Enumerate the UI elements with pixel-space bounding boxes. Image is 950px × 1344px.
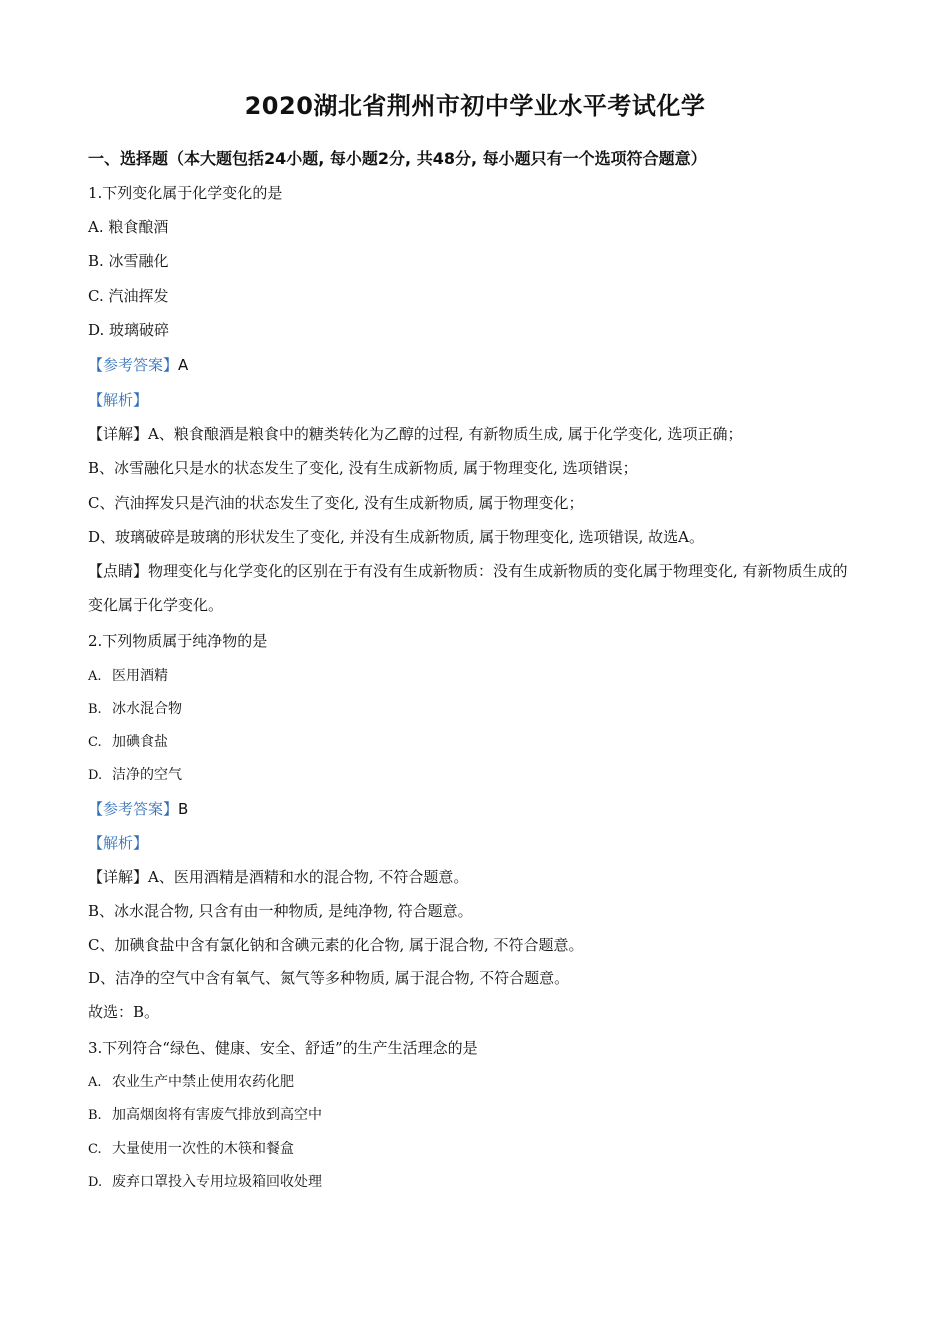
section-heading: 一、选择题（本大题包括24小题, 每小题2分, 共48分, 每小题只有一个选项符合题意） [88,149,707,168]
question-2-option-c [88,732,168,753]
option-letter: D. [88,1175,103,1190]
question-2-stem: 2.下列物质属于纯净物的是 [88,632,268,650]
question-1-detail-d: D、玻璃破碎是玻璃的形状发生了变化, 并没有生成新物质, 属于物理变化, 选项错误, 故选A。 [88,528,705,546]
question-1-option-b: B. 冰雪融化 [88,252,169,270]
question-3-option-d [88,1172,322,1193]
option-text: 大量使用一次性的木筷和餐盒 [112,1141,294,1157]
option-text: 废弃口罩投入专用垃圾箱回收处理 [112,1174,322,1190]
question-1-detail-a: 【详解】A、粮食酿酒是粮食中的糖类转化为乙醇的过程, 有新物质生成, 属于化学变化, 选项正确； [88,425,743,443]
question-1-answer [88,355,188,375]
question-2-option-b [88,699,182,720]
question-1-option-d: D. 玻璃破碎 [88,321,170,339]
question-2-option-d [88,765,182,786]
option-text: 加高烟囱将有害废气排放到高空中 [112,1107,322,1123]
page-title: 2020湖北省荆州市初中学业水平考试化学 [244,92,706,120]
question-2-answer [88,799,188,819]
question-1-stem: 1.下列变化属于化学变化的是 [88,184,283,202]
question-2-detail-b: B、冰水混合物, 只含有由一种物质, 是纯净物, 符合题意。 [88,902,473,920]
option-letter: B. [88,702,102,717]
question-2-analysis-tag: 【解析】 [88,834,149,852]
question-1-comment: 【点睛】物理变化与化学变化的区别在于有没有生成新物质：没有生成新物质的变化属于物理变化, 有新物质生成的变化属于化学变化。 [88,562,848,614]
option-text: 农业生产中禁止使用农药化肥 [112,1074,294,1090]
question-3-stem: 3.下列符合“绿色、健康、安全、舒适”的生产生活理念的是 [88,1039,478,1057]
question-2-conclusion: 故选：B。 [88,1003,160,1021]
question-2-option-a [88,666,168,687]
question-1-detail-b: B、冰雪融化只是水的状态发生了变化, 没有生成新物质, 属于物理变化, 选项错误； [88,459,638,477]
answer-tag: 【参考答案】 [88,356,179,374]
question-1-analysis-tag: 【解析】 [88,391,149,409]
option-letter: C. [88,1142,102,1157]
question-1-option-a: A. 粮食酿酒 [88,218,169,236]
option-letter: C. [88,735,102,750]
option-letter: B. [88,1108,102,1123]
answer-value: B [178,800,189,818]
option-letter: A. [88,1075,102,1090]
question-1-option-c: C. 汽油挥发 [88,287,169,305]
answer-tag: 【参考答案】 [88,800,179,818]
option-letter: A. [88,669,102,684]
option-letter: D. [88,768,103,783]
option-text: 冰水混合物 [112,701,182,717]
question-2-detail-a: 【详解】A、医用酒精是酒精和水的混合物, 不符合题意。 [88,868,469,886]
question-3-option-b [88,1105,322,1126]
option-text: 医用酒精 [112,668,168,684]
question-3-option-c [88,1139,294,1160]
question-3-option-a [88,1072,294,1093]
answer-value: A [178,356,189,374]
question-2-detail-c: C、加碘食盐中含有氯化钠和含碘元素的化合物, 属于混合物, 不符合题意。 [88,936,584,954]
question-2-detail-d: D、洁净的空气中含有氧气、氮气等多种物质, 属于混合物, 不符合题意。 [88,969,570,987]
option-text: 加碘食盐 [112,734,168,750]
question-1-detail-c: C、汽油挥发只是汽油的状态发生了变化, 没有生成新物质, 属于物理变化； [88,494,584,512]
option-text: 洁净的空气 [112,767,182,783]
